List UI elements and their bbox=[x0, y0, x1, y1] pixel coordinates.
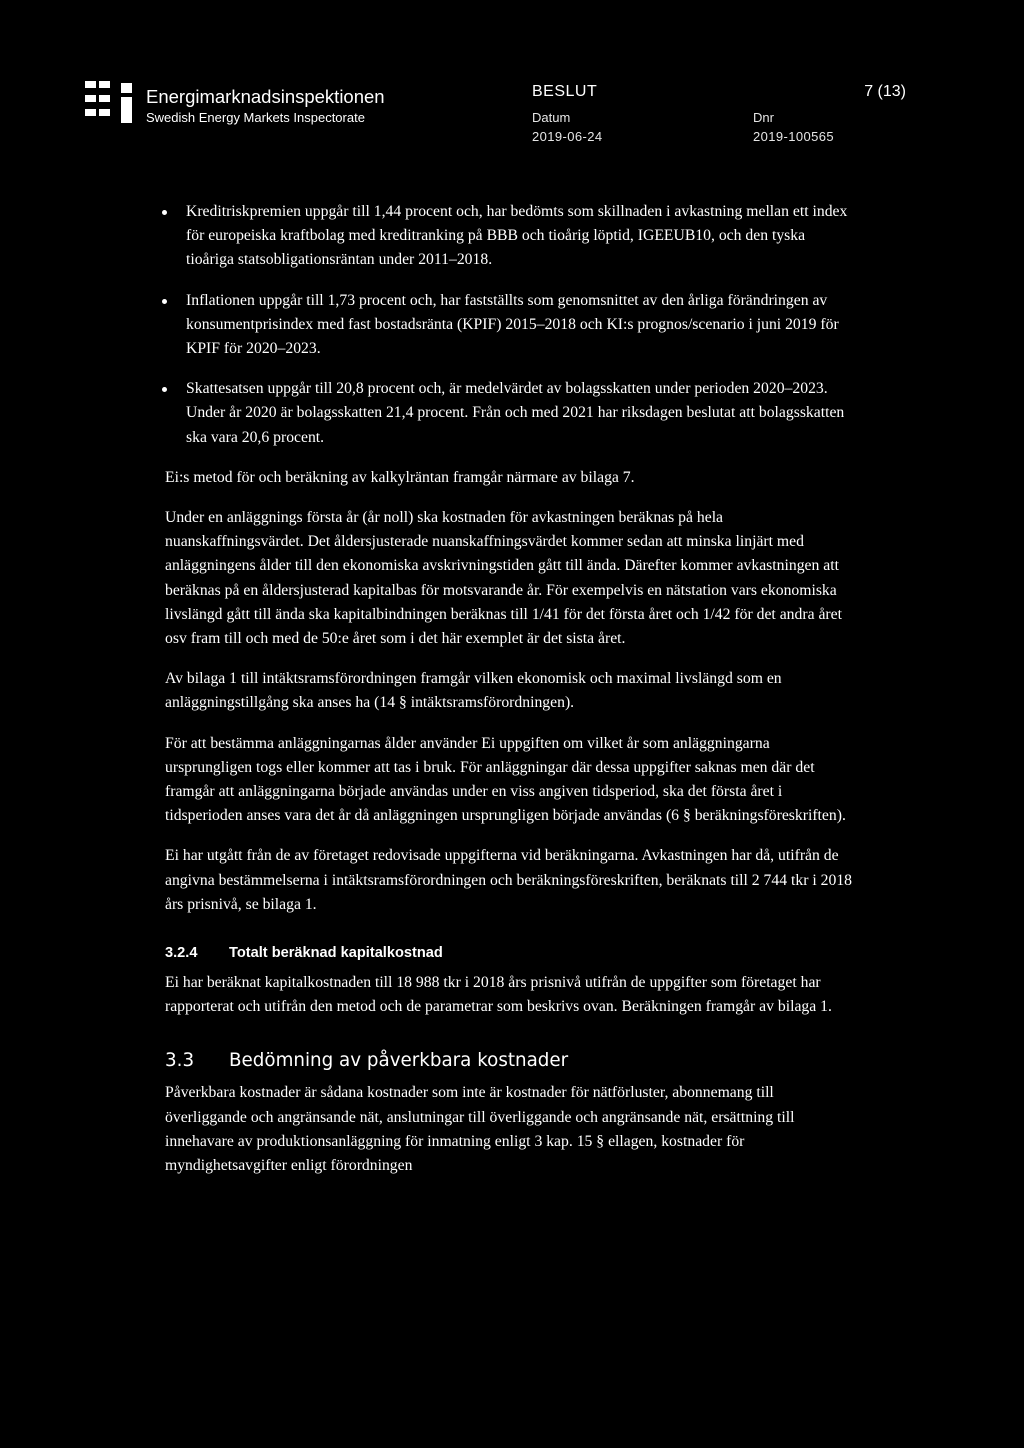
bullet-icon bbox=[162, 210, 167, 215]
list-item bbox=[162, 289, 855, 362]
list-item bbox=[162, 200, 855, 273]
section-heading bbox=[165, 943, 855, 963]
page-number: 7 (13) bbox=[864, 83, 906, 100]
paragraph: För att bestämma anläggningarnas ålder använder Ei uppgiften om vilket år som anläggningarna ursprungligen togs eller kommer att tas i bruk. För anläggningar där dessa uppgifter saknas men där det framgår att anläggningarna började användas under en viss angiven tidsperiod, ska det första året i tidsperioden anses vara det år då anläggningen ursprungligen började användas (6 § beräkningsföreskriften). bbox=[165, 734, 846, 825]
section-heading bbox=[165, 1049, 855, 1073]
bullet-icon bbox=[162, 299, 167, 304]
paragraph: Av bilaga 1 till intäktsramsförordningen framgår vilken ekonomisk och maximal livslängd som en anläggningstillgång ska anses ha (14 § intäktsramsförordningen). bbox=[165, 670, 782, 712]
section-number: 3.2.4 bbox=[165, 945, 198, 962]
list-item bbox=[162, 377, 855, 450]
date-value: 2019-06-24 bbox=[532, 129, 603, 144]
paragraph: Ei har utgått från de av företaget redovisade uppgifterna vid beräkningarna. Avkastningen har då, utifrån de angivna bestämmelserna i intäktsramsförordningen och beräkningsföreskriften, beräknats till 2 744 tkr i 2018 års prisnivå, se bilaga 1. bbox=[165, 847, 853, 913]
date-label: Datum bbox=[532, 110, 571, 125]
page-header bbox=[0, 0, 1024, 160]
ei-logo-icon bbox=[85, 81, 137, 123]
list-item-text: Skattesatsen uppgår till 20,8 procent och, är medelvärdet av bolagsskatten under perioden 2020–2023. Under år 2020 är bolagsskatten 21,4 procent. Från och med 2021 har riksdagen beslutat att bolagsskatten ska vara 20,6 procent. bbox=[186, 380, 845, 446]
section-number: 3.3 bbox=[165, 1050, 195, 1072]
list-item-text: Inflationen uppgår till 1,73 procent och, har fastställts som genomsnittet av den årliga förändringen av konsumentprisindex med fast bostadsränta (KPIF) 2015–2018 och KI:s prognos/scenario i juni 2019 för KPIF för 2020–2023. bbox=[186, 291, 839, 358]
paragraph: Under en anläggnings första år (år noll) ska kostnaden för avkastningen beräknas på hela nuanskaffningsvärdet. Det åldersjusterade nuanskaffningsvärdet kommer sedan att minska linjärt med anläggningens ålder till den ekonomiska avskrivningstiden gått till ända. Därefter kommer avkastningen att beräknas på en åldersjusterad kapitalbas för motsvarande år. För exempelvis en nätstation vars ekonomiska livslängd gått till ända ska kapitalbindningen beräknas till 1/41 för det första året och 1/42 för det andra året osv fram till och med de 50:e året som i det här exemplet är det sista året. bbox=[165, 509, 842, 648]
org-name: Energimarknadsinspektionen bbox=[146, 86, 385, 107]
document-body bbox=[165, 200, 855, 1178]
org-name-english: Swedish Energy Markets Inspectorate bbox=[146, 110, 365, 125]
bullet-icon bbox=[162, 387, 167, 392]
dnr-value: 2019-100565 bbox=[753, 129, 835, 144]
document-type: BESLUT bbox=[532, 83, 598, 100]
list-item-text: Kreditriskpremien uppgår till 1,44 procent och, har bedömts som skillnaden i avkastning mellan ett index för europeiska kraftbolag med kreditranking på BBB och tioårig löptid, IGEEUB10, och den tyska tioåriga statsobligationsräntan under 2011–2018. bbox=[186, 203, 848, 269]
paragraph: Ei har beräknat kapitalkostnaden till 18 988 tkr i 2018 års prisnivå utifrån de uppgifter som företaget har rapporterat och utifrån den metod och de parametrar som beskrivs ovan. Beräkningen framgår av bilaga 1. bbox=[165, 974, 832, 1016]
parameter-list bbox=[162, 200, 855, 450]
section-title: Totalt beräknad kapitalkostnad bbox=[229, 945, 443, 962]
paragraph: Ei:s metod för och beräkning av kalkylräntan framgår närmare av bilaga 7. bbox=[165, 468, 635, 486]
paragraph: Påverkbara kostnader är sådana kostnader som inte är kostnader för nätförluster, abonnemang till överliggande och angränsande nät, anslutningar till överliggande och angränsande nät, ersättning till innehavare av produktionsanläggning för inmatning enligt 3 kap. 15 § ellagen, kostnader för myndighetsavgifter enligt förordningen bbox=[165, 1084, 795, 1175]
dnr-label: Dnr bbox=[753, 110, 774, 125]
section-title: Bedömning av påverkbara kostnader bbox=[229, 1050, 569, 1072]
